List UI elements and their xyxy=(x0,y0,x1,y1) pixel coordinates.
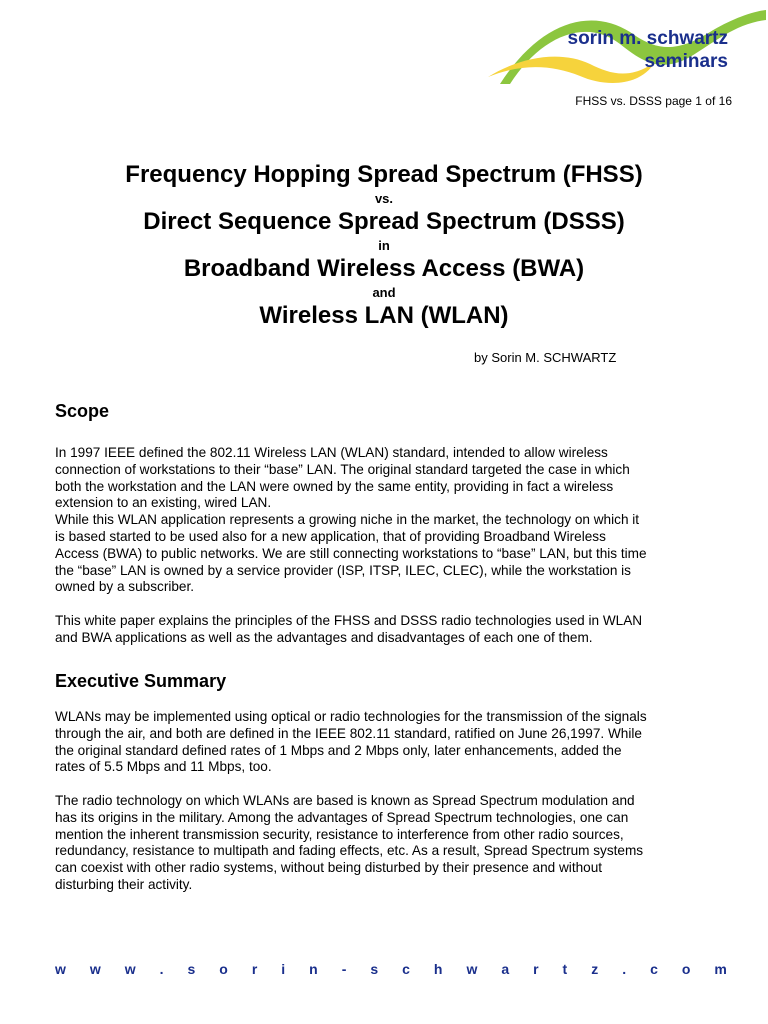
brand-line-1: sorin m. schwartz xyxy=(567,28,728,49)
executive-summary-paragraph-1 xyxy=(55,709,735,776)
exec-p2-line-1: The radio technology on which WLANs are based is known as Spread Spectrum modulation and xyxy=(55,793,635,808)
footer-url-char: r xyxy=(251,961,258,977)
footer-url-char: t xyxy=(562,961,568,977)
scope-paragraph-1 xyxy=(55,445,735,596)
footer-url-char: w xyxy=(466,961,478,977)
exec-p1-line-4: rates of 5.5 Mbps and 11 Mbps, too. xyxy=(55,759,272,775)
footer-url-char: r xyxy=(533,961,539,977)
scope-p2-line-1: While this WLAN application represents a growing niche in the market, the technology on which it xyxy=(55,512,640,528)
title-separator-3: and xyxy=(372,285,396,300)
scope-p2-line-4: the “base” LAN is owned by a service provider (ISP, ITSP, ILEC, CLEC), while the workstation is xyxy=(55,562,631,578)
scope-p3-line-2: and BWA applications as well as the advantages and disadvantages of each one of them. xyxy=(55,629,593,645)
exec-p2-line-5: can coexist with other radio systems, without being disturbed by their presence and without xyxy=(55,860,603,876)
scope-p2-line-3: Access (BWA) to public networks. We are still connecting workstations to “base” LAN, but this time xyxy=(55,545,647,561)
title-line-3: Broadband Wireless Access (BWA) xyxy=(183,255,585,282)
scope-p1-line-4: extension to an existing, wired LAN. xyxy=(55,495,272,511)
scope-p2-line-5: owned by a subscriber. xyxy=(55,579,195,595)
scope-p1-line-1: In 1997 IEEE defined the 802.11 Wireless LAN (WLAN) standard, intended to allow wireless xyxy=(55,445,608,460)
exec-p2-line-3: mention the inherent transmission security, resistance to interference from other radio sources, xyxy=(55,826,624,842)
exec-p2-line-6: disturbing their activity. xyxy=(55,876,193,892)
footer-url-char: m xyxy=(714,961,727,977)
scope-p1-line-2: connection of workstations to their “base” LAN. The original standard targeted the case in which xyxy=(55,461,630,477)
document-title xyxy=(0,160,768,331)
footer-url-char: - xyxy=(341,961,347,977)
scope-p3-line-1: This white paper explains the principles of the FHSS and DSSS radio technologies used in WLAN xyxy=(55,613,643,628)
footer-url-char: . xyxy=(159,961,164,977)
exec-p1-line-1: WLANs may be implemented using optical or radio technologies for the transmission of the signals xyxy=(55,709,647,724)
footer-url-char: w xyxy=(89,961,101,977)
footer-url-char: h xyxy=(433,961,443,977)
title-line-2: Direct Sequence Spread Spectrum (DSSS) xyxy=(143,208,625,235)
exec-p1-line-2: through the air, and both are defined in the IEEE 802.11 standard, ratified on June 26,1997. While xyxy=(55,725,642,741)
executive-summary-paragraph-2 xyxy=(55,793,735,894)
brand-name xyxy=(568,27,729,73)
footer-url-char: . xyxy=(622,961,627,977)
footer-url-char: z xyxy=(591,961,599,977)
exec-p1-line-3: the original standard defined rates of 1 Mbps and 2 Mbps only, later enhancements, added the xyxy=(55,742,622,758)
scope-p1-line-3: both the workstation and the LAN were owned by the same entity, providing in fact a wireless xyxy=(55,478,614,494)
footer-url-char: c xyxy=(402,961,410,977)
page-reference: FHSS vs. DSSS page 1 of 16 xyxy=(575,94,732,108)
footer-url-char: o xyxy=(681,961,691,977)
footer-url-char: s xyxy=(187,961,196,977)
footer-url-char: i xyxy=(281,961,286,977)
title-line-1: Frequency Hopping Spread Spectrum (FHSS) xyxy=(125,161,643,188)
footer-website-url xyxy=(55,961,727,977)
author-byline: by Sorin M. SCHWARTZ xyxy=(474,350,617,365)
scope-heading: Scope xyxy=(55,401,110,421)
footer-url-char: w xyxy=(55,961,66,977)
brand-line-2: seminars xyxy=(644,51,728,72)
footer-url-char: w xyxy=(124,961,136,977)
scope-p2-line-2: is based started to be used also for a new application, that of providing Broadband Wireless xyxy=(55,528,606,544)
executive-summary-heading: Executive Summary xyxy=(55,671,227,691)
footer-url-char: a xyxy=(501,961,510,977)
footer-url-char: s xyxy=(370,961,379,977)
title-separator-2: in xyxy=(378,238,390,253)
scope-paragraph-3 xyxy=(55,613,735,647)
title-separator-1: vs. xyxy=(374,191,394,206)
exec-p2-line-4: redundancy, resistance to multipath and fading effects, etc. As a result, Spread Spectrum systems xyxy=(55,843,644,859)
title-line-4: Wireless LAN (WLAN) xyxy=(259,302,509,329)
footer-url-char: n xyxy=(309,961,318,977)
exec-p2-line-2: has its origins in the military. Among the advantages of Spread Spectrum technologies, one can xyxy=(55,809,629,825)
footer-url-char: o xyxy=(219,961,228,977)
footer-url-char: c xyxy=(650,961,658,977)
